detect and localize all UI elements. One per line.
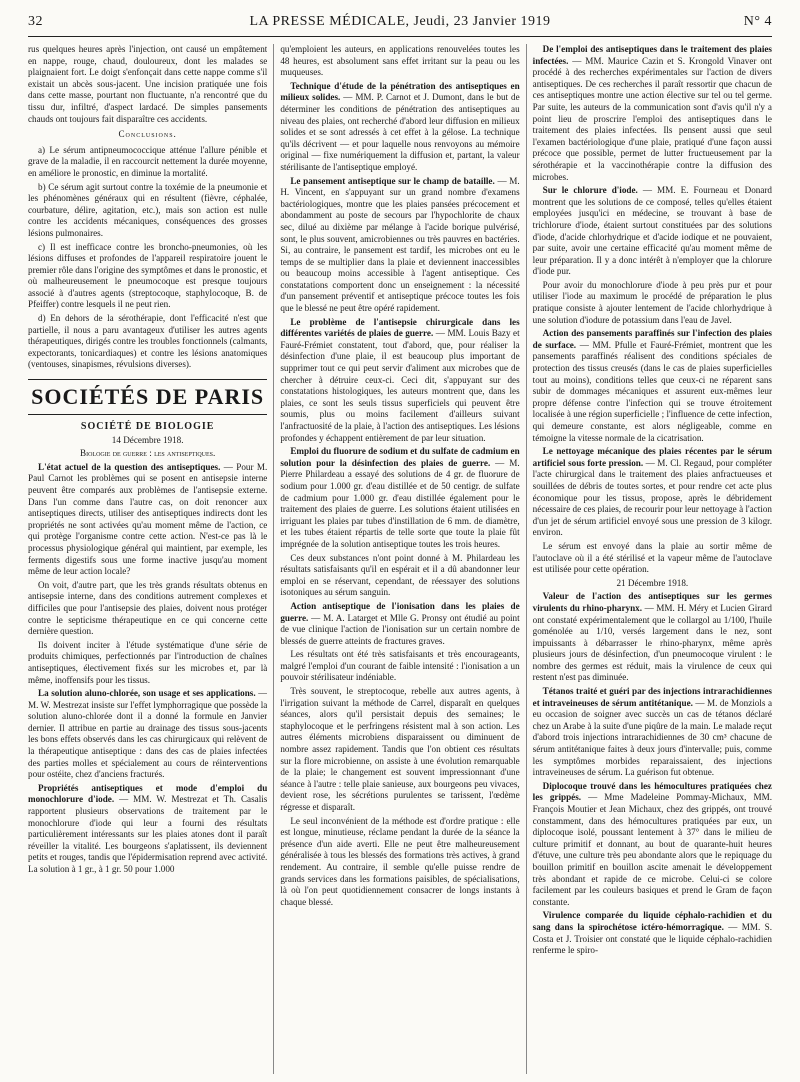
paragraph: Le sérum est envoyé dans la plaie au sortir même de l'autoclave où il a été stérilisé et la vapeur même de l'autoclave est utilisée pour cette opération. bbox=[532, 540, 772, 575]
article-heading: Action antiseptique de l'ionisation dans les plaies de guerre. bbox=[280, 600, 520, 623]
article-heading: Emploi du fluorure de sodium et du sulfate de cadmium en solution pour la désinfection des plaies de guerre. bbox=[280, 446, 520, 468]
paragraph: Ces deux substances n'ont point donné à M. Philardeau les résultats satisfaisants qu'il en espérait et il a dû abandonner leur emploi en se réservant, cependant, de réessayer des solutions isotoniques au sérum sanguin. bbox=[280, 552, 520, 598]
header-rule bbox=[28, 36, 772, 37]
paragraph: On voit, d'autre part, que les très grands résultats obtenus en antisepsie interne, dans des conditions autrement complexes et difficiles que pour l'antisepsie des plaies, doivent nous protéger contre le septicisme thérapeutique en ce qui concerne cette dernière question. bbox=[28, 579, 268, 637]
paragraph bbox=[533, 185, 772, 278]
paragraph bbox=[280, 446, 519, 550]
article-heading: L'état actuel de la question des antiseptiques. bbox=[38, 461, 221, 472]
article-heading: Le pansement antiseptique sur le champ de bataille. bbox=[290, 175, 495, 186]
article-body: — MM. Maurice Cazin et S. Krongold Vinaver ont procédé à des recherches expérimentales sur l'action de divers antiseptiques. De ces recherches il paraît ressortir que chacun de ces antiseptiques montre une action élective sur tel ou tel germe. Par suite, les auteurs de la communication sont d'avis qu'il n'y a point lieu de proscrire l'emploi des antiseptiques dans le traitement des plaies infectées. Ils pensent aussi que seul l'examen bactériologique d'une plaie, pratiqué d'une façon aussi précoce que possible, permet de lutter fructueusement par la sérothérapie et la vaccinothérapie contre la diffusion des microbes. bbox=[532, 55, 772, 182]
article-body: — MM. E. Fourneau et Donard montrent que les solutions de ce composé, telles qu'elles étaient employées jusqu'ici en médecine, se trouvant à base de trichlorure d'iode, étaient surtout constituées par des solutions d'iode, d'acide chlorhydrique et d'acide iodique et ne pouvaient, par suite, avoir une certaine efficacité qu'au moment même de leur préparation. Il y a donc intérêt à n'employer que la chlorure d'iode pur. bbox=[532, 185, 772, 277]
paragraph: Le seul inconvénient de la méthode est d'ordre pratique : elle est longue, minutieuse, réclame pendant la durée de la séance la présence d'un aide averti. Elle ne peut être malheureusement généralisée à tous les blessés des formations très actives, à grand rendement. Au contraire, il semble qu'elle puisse rendre de grands services dans les formations paisibles, de spécialisations, là où l'on peut quotidiennement consacrer de longs instants à chaque blessé. bbox=[280, 815, 520, 907]
paragraph: Les résultats ont été très satisfaisants et très encourageants, malgré l'emploi d'un courant de faible intensité : l'ionisation a un pouvoir stérilisateur indéniable. bbox=[280, 649, 520, 683]
article-heading: Action des pansements paraffinés sur l'infection des plaies de surface. bbox=[532, 328, 772, 350]
article-body: — MM. H. Méry et Lucien Girard ont constaté expérimentalement que le collargol au 1/100, l'huile goménolée au 1/10, versés largement dans le nez, sont impuissants à débarrasser le rhino-pharynx, même après plusieurs jours de désinfection, d'un pneumocoque virulent : le nombre des germes est réduit, mais la virulence de ceux qui restent n'est pas diminuée. bbox=[532, 602, 772, 683]
article-heading: De l'emploi des antiseptiques dans le traitement des plaies infectées. bbox=[532, 44, 772, 66]
article-heading: La solution aluno-chlorée, son usage et ses applications. bbox=[38, 688, 256, 699]
paragraph bbox=[533, 686, 772, 779]
article-body: — MM. S. Costa et J. Troisier ont constaté que le liquide céphalo-rachidien renferme le spiro- bbox=[532, 921, 772, 956]
article-heading: Tétanos traité et guéri par des injections intrarachidiennes et intraveineuses de sérum antitétanique. bbox=[532, 686, 772, 708]
paragraph: qu'emploient les auteurs, en applications renouvelées toutes les 48 heures, est absolument sans effet irritant sur la peau ou les muqueuses. bbox=[280, 44, 520, 78]
article-body: — Mme Madeleine Pommay-Michaux, MM. François Moutier et Jean Michaux, chez des grippés, ont trouvé constamment, dans des hémocultures pratiquées par eux, un diplocoque isolé, poussant lentement à 37° dans le milieu de culture primitif et donnant, au bout de quarante-huit heures d'étuve, une culture très peu abondante alors que le repiquage du bouillon primitif en bouillon ascite amenait le développement très abondant et rapide de ce microbe. Celui-ci se colore facilement par les couleurs basiques et prend le Gram de façon constante. bbox=[532, 792, 772, 907]
article-body: — MM. Pfulle et Fauré-Frémiet, montrent que les pansements paraffinés réalisent des conditions spéciales de protection des tissus creusés (dans le cas de plaies superficielles tout au moins), conditions telles que ceux-ci ne réparent sans subir de dommages mécaniques et assurent eux-mêmes leur propre défense contre l'infection qui se trouve étroitement localisée à une région superficielle ; l'influence de cette infection, qui demeure constante, est alors négligeable, comme en témoigne la vitesse normale de la cicatrisation. bbox=[532, 339, 772, 443]
article-body: — M. A. Latarget et Mlle G. Pronsy ont étudié au point de vue clinique l'action de l'ionisation sur un certain nombre de blessés de guerre atteints de fractures graves. bbox=[280, 612, 520, 646]
session-subject: Biologie de guerre : les antiseptiques. bbox=[80, 448, 216, 459]
paragraph bbox=[533, 781, 772, 909]
section-heading: Conclusions. bbox=[118, 129, 177, 140]
article-heading: Valeur de l'action des antiseptiques sur les germes virulents du rhino-pharynx. bbox=[532, 591, 772, 613]
paragraph: Très souvent, le streptocoque, rebelle aux autres agents, à l'irrigation suivant la méthode de Carrel, disparaît en quelques séances, alors qu'il persistait depuis des semaines; le staphylocoque et le perfringens résistent mal à son action. Les autres éléments microbiens disparaissent ou diminuent de nombre assez rapidement. Tandis que l'on obtient ces résultats sur la flore microbienne, on assiste à une évolution remarquable de la plaie; le changement est souvent impressionnant d'une séance à l'autre : telle plaie sanieuse, aux bourgeons peu vivaces, devient rose, les sécrétions purulentes se tarissent, l'œdème régresse et disparaît. bbox=[280, 686, 520, 812]
article-body: — M. Cl. Regaud, pour compléter l'acte chirurgical dans le traitement des plaies anfractueuses et souillées de débris de toutes sortes, et pour rendre cet acte plus économique pour les tissus, propose, après le débridement nécessaire de ces plaies, de recourir pour leur nettoyage à l'action d'un jet de sérum artificiel envoyé sous une pression de 3 kilogr. environ. bbox=[532, 457, 772, 538]
page-number: 32 bbox=[28, 14, 43, 29]
paragraph bbox=[280, 176, 519, 315]
article-body: — M. de Monziols a eu occasion de soigner avec succès un cas de tétanos déclaré chez un Arabe à la suite d'une piqûre de la main. Le malade reçut d'abord trois injections intrarachidiennes de 30 cm³ chacune de sérum antitétanique faites à deux jours d'intervalle; puis, comme les symptômes morbides reparaissaient, des injections intraveineuses de sérum. La guérison fut obtenue. bbox=[532, 697, 772, 778]
paragraph: Pour avoir du monochlorure d'iode à peu près pur et pour utiliser l'iode au maximum le procédé de préparation le plus pratique consiste à ajouter lentement de l'acide chlorhydrique à une solution d'iodure de potassium dans l'eau de Javel. bbox=[532, 279, 772, 325]
session-date: 21 Décembre 1918. bbox=[616, 577, 689, 588]
paragraph: Ils doivent inciter à l'étude systématique d'une série de produits chimiques, perfectionnés par l'introduction de chaînes antiseptiques, électivement fixés sur les microbes et, par là même, inoffensifs pour les tissus. bbox=[28, 639, 268, 685]
column-2 bbox=[273, 44, 519, 1074]
article-heading: Technique d'étude de la pénétration des antiseptiques en milieux solides. bbox=[280, 80, 520, 103]
column-1 bbox=[28, 44, 267, 1074]
paragraph bbox=[533, 446, 772, 539]
paragraph bbox=[533, 910, 772, 956]
article-heading: Propriétés antiseptiques et mode d'emploi du monochlorure d'iode. bbox=[28, 782, 268, 805]
article-body: — M. Pierre Philardeau a essayé des solutions de 4 gr. de fluorure de sodium pour 1.000 gr. d'eau distillée et de 50 centigr. de sulfate de cadmium pour 1.000 gr. d'eau distillée également pour le traitement des plaies de guerre. Les solutions étaient utilisées en irriguant les plaies par tubes d'instillation de 6 mm. de diamètre, et les tubes étaient répartis de telle sorte que toute la plaie fût imprégnée de la solution antiseptique toutes les trois heures. bbox=[280, 457, 520, 549]
article-heading: Sur le chlorure d'iode. bbox=[542, 185, 638, 196]
journal-title: LA PRESSE MÉDICALE, Jeudi, 23 Janvier 1919 bbox=[249, 14, 551, 29]
paragraph bbox=[28, 783, 267, 876]
paragraph: rus quelques heures après l'injection, ont causé un empâtement en nappe, rouge, chaud, douloureux, dont les malades se plaignaient fort. Le doigt s'enfonçait dans cette nappe comme s'il existait un abcès sous-jacent. Une incision pratiquée une fois dans cette masse, pourtant non fluctuante, n'a rencontré que du tissu dur, infiltré, d'aspect lardacé. De simples pansements chauds ont toujours fait disparaître ces accidents. bbox=[28, 44, 268, 124]
article-heading: Virulence comparée du liquide céphalo-rachidien et du sang dans la spirochétose ictéro-hémorragique. bbox=[532, 910, 772, 932]
article-body: — MM. W. Mestrezat et Th. Casalis rapportent plusieurs observations de traitement par le monochlorure d'iode qui leur a fourni des résultats particulièrement intéressants sur les plaies atones dont il paraît réveiller la vitalité. Les bourgeons s'aplatissent, ils deviennent petits et rouges, tandis que l'épidermisation reprend avec activité. La solution à 1 gr., à 1 gr. 50 pour 1.000 bbox=[28, 794, 268, 874]
article-body: — MM. P. Carnot et J. Dumont, dans le but de déterminer les conditions de pénétration des antiseptiques au niveau des plaies, ont recherché d'abord leur diffusion en milieux solides et se sont adressés à cet effet à la gélose. La technique qu'ils décrivent — et pour laquelle nous renvoyons au mémoire original — fixe numériquement la diffusion et, partant, la valeur stérilisante de l'antiseptique employé. bbox=[280, 92, 520, 172]
paragraph: a) Le sérum antipneumococcique atténue l'allure pénible et grave de la maladie, il en raccourcit nettement la durée moyenne, en améliore le pronostic, en diminue la mortalité. bbox=[28, 144, 268, 178]
article-columns bbox=[28, 44, 772, 1074]
paragraph bbox=[280, 81, 519, 174]
article-body: — Pour M. Paul Carnot les problèmes qui se posent en antisepsie interne peuvent être comparés aux problèmes de l'antisepsie externe. Dans l'un comme dans l'autre cas, on doit renoncer aux antiseptiques directs, utiliser des antiseptiques indirects dont les propriétés ne sont activées qu'au moment même de l'action, ce qui protège l'organisme contre cette action. N'est-ce pas là le processus physiologique général qui maintient, par exemple, les ferments digestifs sous une forme inactive jusqu'au moment même de leur action locale? bbox=[28, 461, 268, 577]
article-body: — M. W. Mestrezat insiste sur l'effet lymphorragique que possède la solution aluno-chlorée dont il a donné la formule en Janvier dernier. Il attribue en partie au drainage des tissus sous-jacents les bons effets observés dans les cas chirurgicaux qui relèvent de la thérapeutique antiseptique : dans des cas de plaies infectées des parties molles et spécialement au cours de réinterventions pour ostéite, chez d'anciens fracturés. bbox=[28, 688, 268, 780]
paragraph bbox=[533, 44, 772, 183]
article-body: — MM. Louis Bazy et Fauré-Frémiet constatent, tout d'abord, que, pour réaliser la désinfection d'une plaie, il est beaucoup plus important de supprimer tout ce qui peut servir d'aliment aux microbes que de chercher à détruire ceux-ci. Ceci dit, s'appuyant sur des constatations histologiques, les auteurs montrent que, dans les plaies, ce sont les seuls tissus superficiels qui peuvent être soumis, plus ou moins facilement d'ailleurs suivant l'anfractuosité de la plaie, à l'action des antiseptiques. Les lésions profondes y échappent entièrement de par leur situation. bbox=[280, 328, 520, 443]
paragraph bbox=[533, 328, 772, 444]
article-body: — M. H. Vincent, en s'appuyant sur un grand nombre d'examens bactériologiques, montre que les plaies pansées précocement et abondamment au poste de secours par l'hypochlorite de chaux sec, dilué au dixième par mélange à l'acide borique pulvérisé, sont, le plus souvent, amicrobiennes ou très pauvres en bactéries. Si, au contraire, le pansement est tardif, les microbes ont eu le temps de se multiplier dans la plaie et deviennent inaccessibles ou beaucoup moins accessible à l'agent antiseptique. Ces constatations comportent donc un enseignement : la nécessité d'un pansement préventif et antiseptique précoce toutes les fois que le blessé ne peut être opéré rapidement. bbox=[280, 175, 520, 314]
column-3 bbox=[526, 44, 772, 1074]
paragraph bbox=[280, 317, 519, 445]
paragraph bbox=[28, 688, 267, 781]
article-heading: Diplocoque trouvé dans les hémocultures pratiquées chez les grippés. bbox=[532, 780, 772, 803]
section-title: SOCIÉTÉS DE PARIS bbox=[28, 379, 267, 415]
paragraph: d) En dehors de la sérothérapie, dont l'efficacité n'est que partielle, il nous a paru avantageux d'utiliser les autres agents thérapeutiques, dirigés contre les troubles fonctionnels (calmants, expectorants, tonicardiaques) et contre les lésions anatomiques (ventouses, sinapismes, révulsions diverses). bbox=[28, 313, 268, 370]
paragraph bbox=[533, 591, 772, 684]
paragraph bbox=[28, 462, 267, 578]
issue-number: N° 4 bbox=[743, 14, 772, 29]
paragraph: c) Il est inefficace contre les broncho-pneumonies, où les lésions diffuses et profondes de l'appareil respiratoire jouent le premier rôle dans l'origine des symptômes et dans le pronostic, et où malheureusement le pneumocoque est presque toujours associé à d'autres agents (streptocoque, staphylocoque, B. de Pfeiffer) contre lesquels il ne peut rien. bbox=[28, 241, 268, 310]
paragraph: b) Ce sérum agit surtout contre la toxémie de la pneumonie et les phénomènes généraux qui en résultent (fièvre, céphalée, courbature, délire, agitation, etc.), mais son action est nulle contre les accidents mécaniques, conséquences des grosses lésions pulmonaires. bbox=[28, 181, 268, 238]
article-heading: Le nettoyage mécanique des plaies récentes par le sérum artificiel sous forte pression. bbox=[532, 446, 772, 468]
article-heading: Le problème de l'antisepsie chirurgicale dans les différentes variétés de plaies de guerre. bbox=[280, 316, 520, 339]
session-date: 14 Décembre 1918. bbox=[111, 434, 184, 445]
paragraph bbox=[280, 601, 519, 647]
society-title: SOCIÉTÉ DE BIOLOGIE bbox=[80, 421, 215, 433]
page-header bbox=[28, 14, 772, 36]
